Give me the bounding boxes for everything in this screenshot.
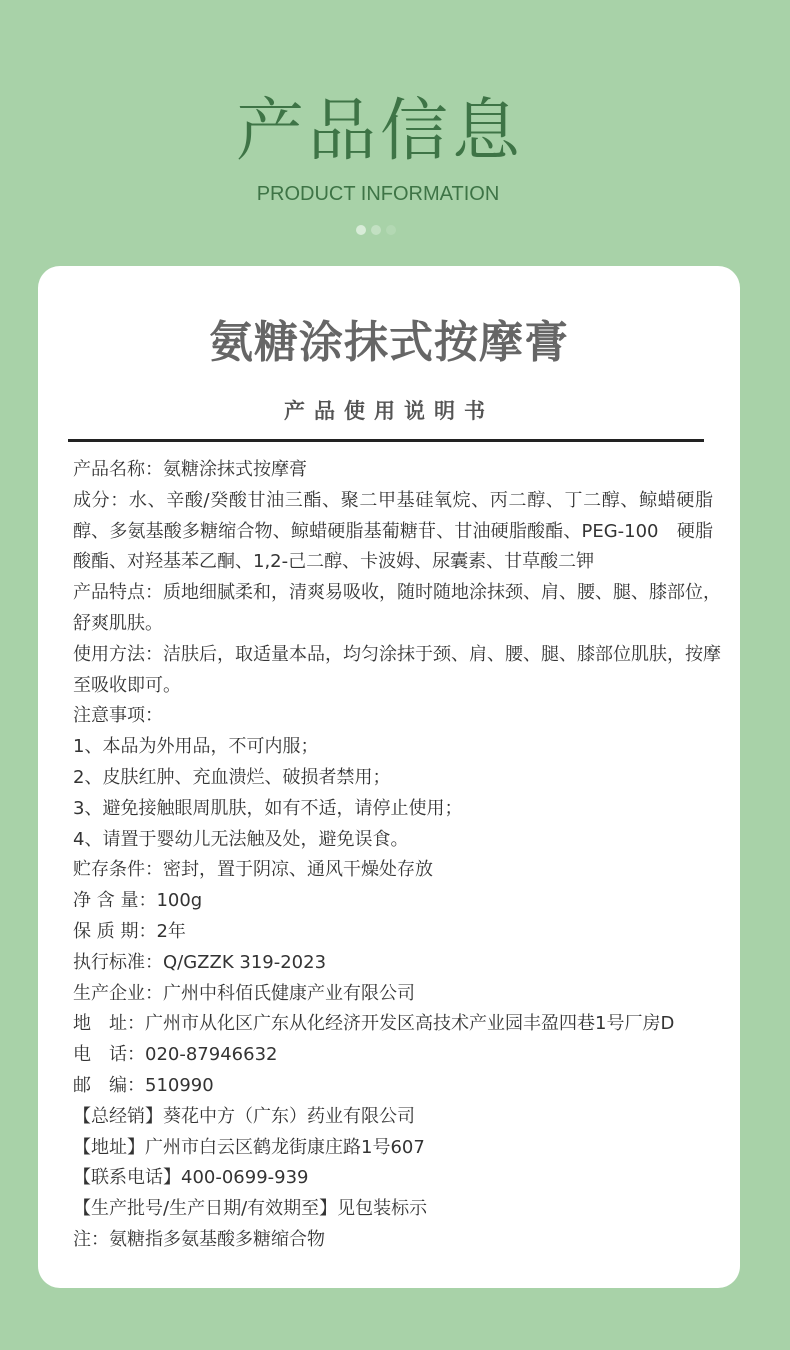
info-line: 成分：水、辛酸/癸酸甘油三酯、聚二甲基硅氧烷、丙二醇、丁二醇、鲸蜡硬脂 bbox=[73, 489, 713, 511]
info-line: 【生产批号/生产日期/有效期至】见包装标示 bbox=[73, 1198, 428, 1220]
info-line: 至吸收即可。 bbox=[73, 674, 181, 696]
info-line: 邮 编：510990 bbox=[73, 1074, 214, 1096]
info-line: 净 含 量：100g bbox=[73, 890, 203, 912]
info-line: 【地址】广州市白云区鹤龙街康庄路1号607 bbox=[73, 1136, 425, 1158]
info-line: 2、皮肤红肿、充血溃烂、破损者禁用； bbox=[73, 766, 391, 788]
info-line: 使用方法：洁肤后，取适量本品，均匀涂抹于颈、肩、腰、腿、膝部位肌肤，按摩 bbox=[73, 643, 721, 665]
info-line: 醇、多氨基酸多糖缩合物、鲸蜡硬脂基葡糖苷、甘油硬脂酸酯、PEG-100 硬脂 bbox=[73, 520, 713, 542]
info-line: 1、本品为外用品，不可内服； bbox=[73, 736, 319, 758]
info-line: 注：氨糖指多氨基酸多糖缩合物 bbox=[73, 1228, 325, 1250]
info-line: 【总经销】葵花中方（广东）药业有限公司 bbox=[73, 1105, 415, 1127]
info-line: 【联系电话】400-0699-939 bbox=[73, 1167, 309, 1189]
dot-1 bbox=[356, 225, 366, 235]
info-line: 酸酯、对羟基苯乙酮、1,2-己二醇、卡波姆、尿囊素、甘草酸二钾 bbox=[73, 551, 595, 573]
info-line: 贮存条件：密封，置于阴凉、通风干燥处存放 bbox=[73, 859, 433, 881]
info-line: 生产企业：广州中科佰氏健康产业有限公司 bbox=[73, 982, 415, 1004]
info-line: 保 质 期：2年 bbox=[73, 920, 186, 942]
info-line: 产品名称：氨糖涂抹式按摩膏 bbox=[73, 459, 307, 480]
page-title: 产品信息 bbox=[235, 92, 524, 171]
info-line: 注意事项： bbox=[73, 705, 163, 727]
info-line: 执行标准：Q/GZZK 319-2023 bbox=[73, 951, 327, 973]
info-line: 4、请置于婴幼儿无法触及处，避免误食。 bbox=[73, 828, 409, 850]
info-lines bbox=[73, 455, 721, 1256]
info-line: 产品特点：质地细腻柔和，清爽易吸收，随时随地涂抹颈、肩、腰、腿、膝部位， bbox=[73, 582, 721, 604]
info-card bbox=[38, 266, 740, 1288]
dot-2 bbox=[371, 225, 381, 235]
manual-subtitle: 产品使用说明书 bbox=[284, 399, 494, 423]
info-line: 3、避免接触眼周肌肤，如有不适，请停止使用； bbox=[73, 797, 463, 819]
info-line: 舒爽肌肤。 bbox=[73, 612, 163, 634]
info-line: 电 话：020-87946632 bbox=[73, 1044, 278, 1066]
dot-3 bbox=[386, 225, 396, 235]
divider bbox=[68, 439, 704, 442]
decorative-dots bbox=[356, 220, 401, 230]
info-line: 地 址：广州市从化区广东从化经济开发区高技术产业园丰盈四巷1号厂房D bbox=[73, 1013, 675, 1035]
page-subtitle: PRODUCT INFORMATION bbox=[256, 183, 500, 205]
product-name-title: 氨糖涂抹式按摩膏 bbox=[209, 317, 569, 368]
